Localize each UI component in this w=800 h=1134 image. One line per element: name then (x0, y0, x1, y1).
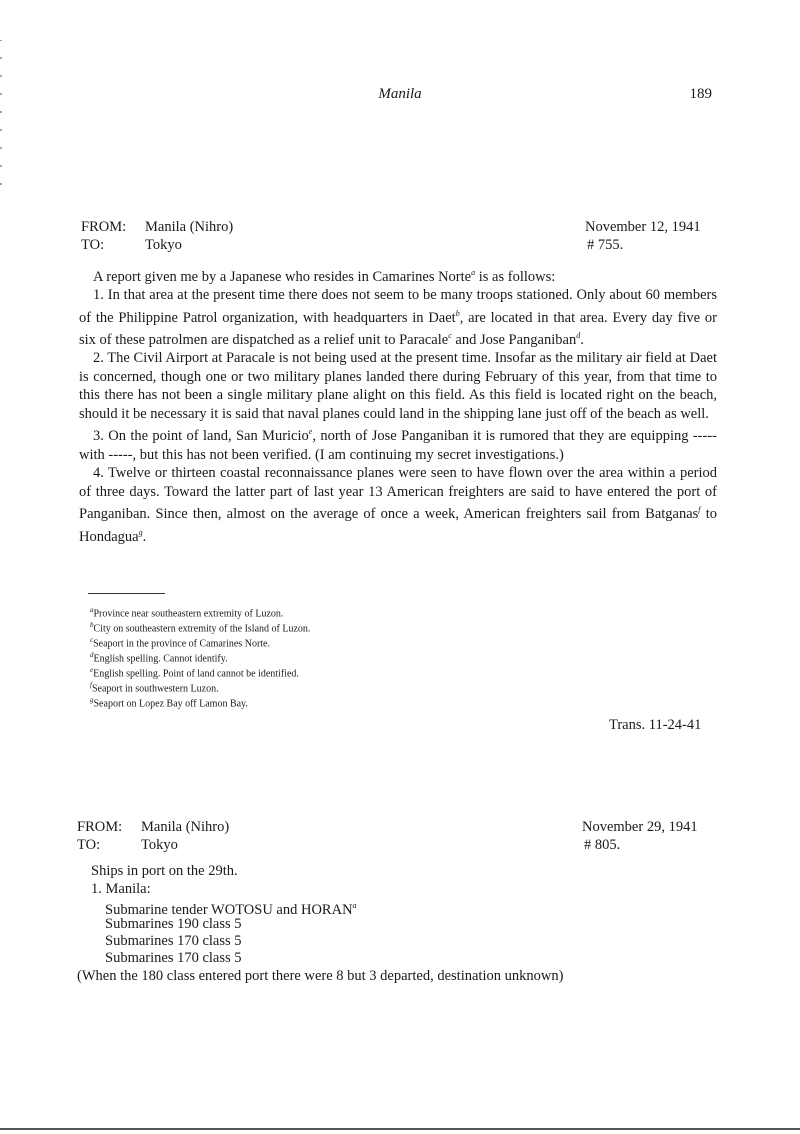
page-number: 189 (689, 86, 712, 102)
footnote: $^b$City on southeastern extremity of the Island of Luzon. (90, 621, 311, 635)
binding-marks (0, 40, 3, 200)
running-head: Manila (378, 86, 422, 102)
msg1-paragraph: A report given me by a Japanese who resides in Camarines Norte$^a$ is as follows: (93, 268, 556, 285)
footnote: $^f$Seaport in southwestern Luzon. (90, 681, 219, 695)
msg2-from-value: Manila (Nihro) (141, 819, 230, 835)
footnote: $^a$Province near southeastern extremity of Luzon. (90, 606, 284, 620)
msg2-ship-line: Submarines 170 class 5 (105, 933, 242, 949)
footnote: $^d$English spelling. Cannot identify. (90, 651, 228, 665)
msg2-intro: Ships in port on the 29th. (91, 863, 238, 879)
msg2-item: 1. Manila: (91, 881, 151, 897)
translation-date: Trans. 11-24-41 (609, 717, 702, 733)
msg1-paragraph: 2. The Civil Airport at Paracale is not being used at the present time. Insofar as the military air field at Daet is concerned, though one or two military planes landed there during February of this year, from that time to this there has not been a single military plane alight on this field. As this field is located right on the beach, should it be necessary it is said that naval planes could land in the shipping lane just off of the beach as well. (79, 350, 717, 422)
msg2-to-value: Tokyo (141, 837, 178, 853)
msg2-ship-line: Submarine tender WOTOSU and HORAN$^a$ (105, 901, 357, 918)
footnote: $^c$Seaport in the province of Camarines Norte. (90, 636, 270, 650)
msg1-date: November 12, 1941 (585, 219, 701, 235)
msg1-to-label: TO: (81, 237, 105, 253)
msg1-body (79, 264, 717, 546)
msg1-paragraph: 3. On the point of land, San Muricio$^e$, north of Jose Panganiban it is rumored that they are equipping ----- with -----, but this has not been verified. (I am continuing my secret investigations.) (79, 427, 717, 463)
msg2-ship-line: Submarines 170 class 5 (105, 950, 242, 966)
msg2-number: # 805. (584, 837, 621, 853)
footnote: $^g$Seaport on Lopez Bay off Lamon Bay. (90, 696, 248, 710)
page-bottom-edge (0, 1128, 800, 1130)
footnote: $^e$English spelling. Point of land cannot be identified. (90, 666, 299, 680)
msg2-date: November 29, 1941 (582, 819, 698, 835)
msg1-paragraph: 1. In that area at the present time there does not seem to be many troops stationed. Only about 60 members of the Philippine Patrol organization, with headquarters in Daet$^b$, are located in that area. Every day five or six of these patrolmen are dispatched as a relief unit to Paracale$^c$ and Jose Panganiban$^d$. (79, 287, 717, 348)
msg1-from-label: FROM: (81, 219, 127, 235)
msg2-note: (When the 180 class entered port there were 8 but 3 departed, destination unknown) (77, 968, 564, 984)
msg1-to-value: Tokyo (145, 237, 182, 253)
msg1-number: # 755. (587, 237, 624, 253)
msg1-from-value: Manila (Nihro) (145, 219, 234, 235)
msg2-to-label: TO: (77, 837, 101, 853)
footnote-rule (88, 593, 165, 594)
msg2-from-label: FROM: (77, 819, 123, 835)
msg1-paragraph: 4. Twelve or thirteen coastal reconnaissance planes were seen to have flown over the area within a period of three days. Toward the latter part of last year 13 American freighters are said to have entered the port of Panganiban. Since then, almost on the average of once a week, American freighters sail from Batganas$^f$ to Hondagua$^g$. (79, 465, 717, 545)
msg2-ship-line: Submarines 190 class 5 (105, 916, 242, 932)
